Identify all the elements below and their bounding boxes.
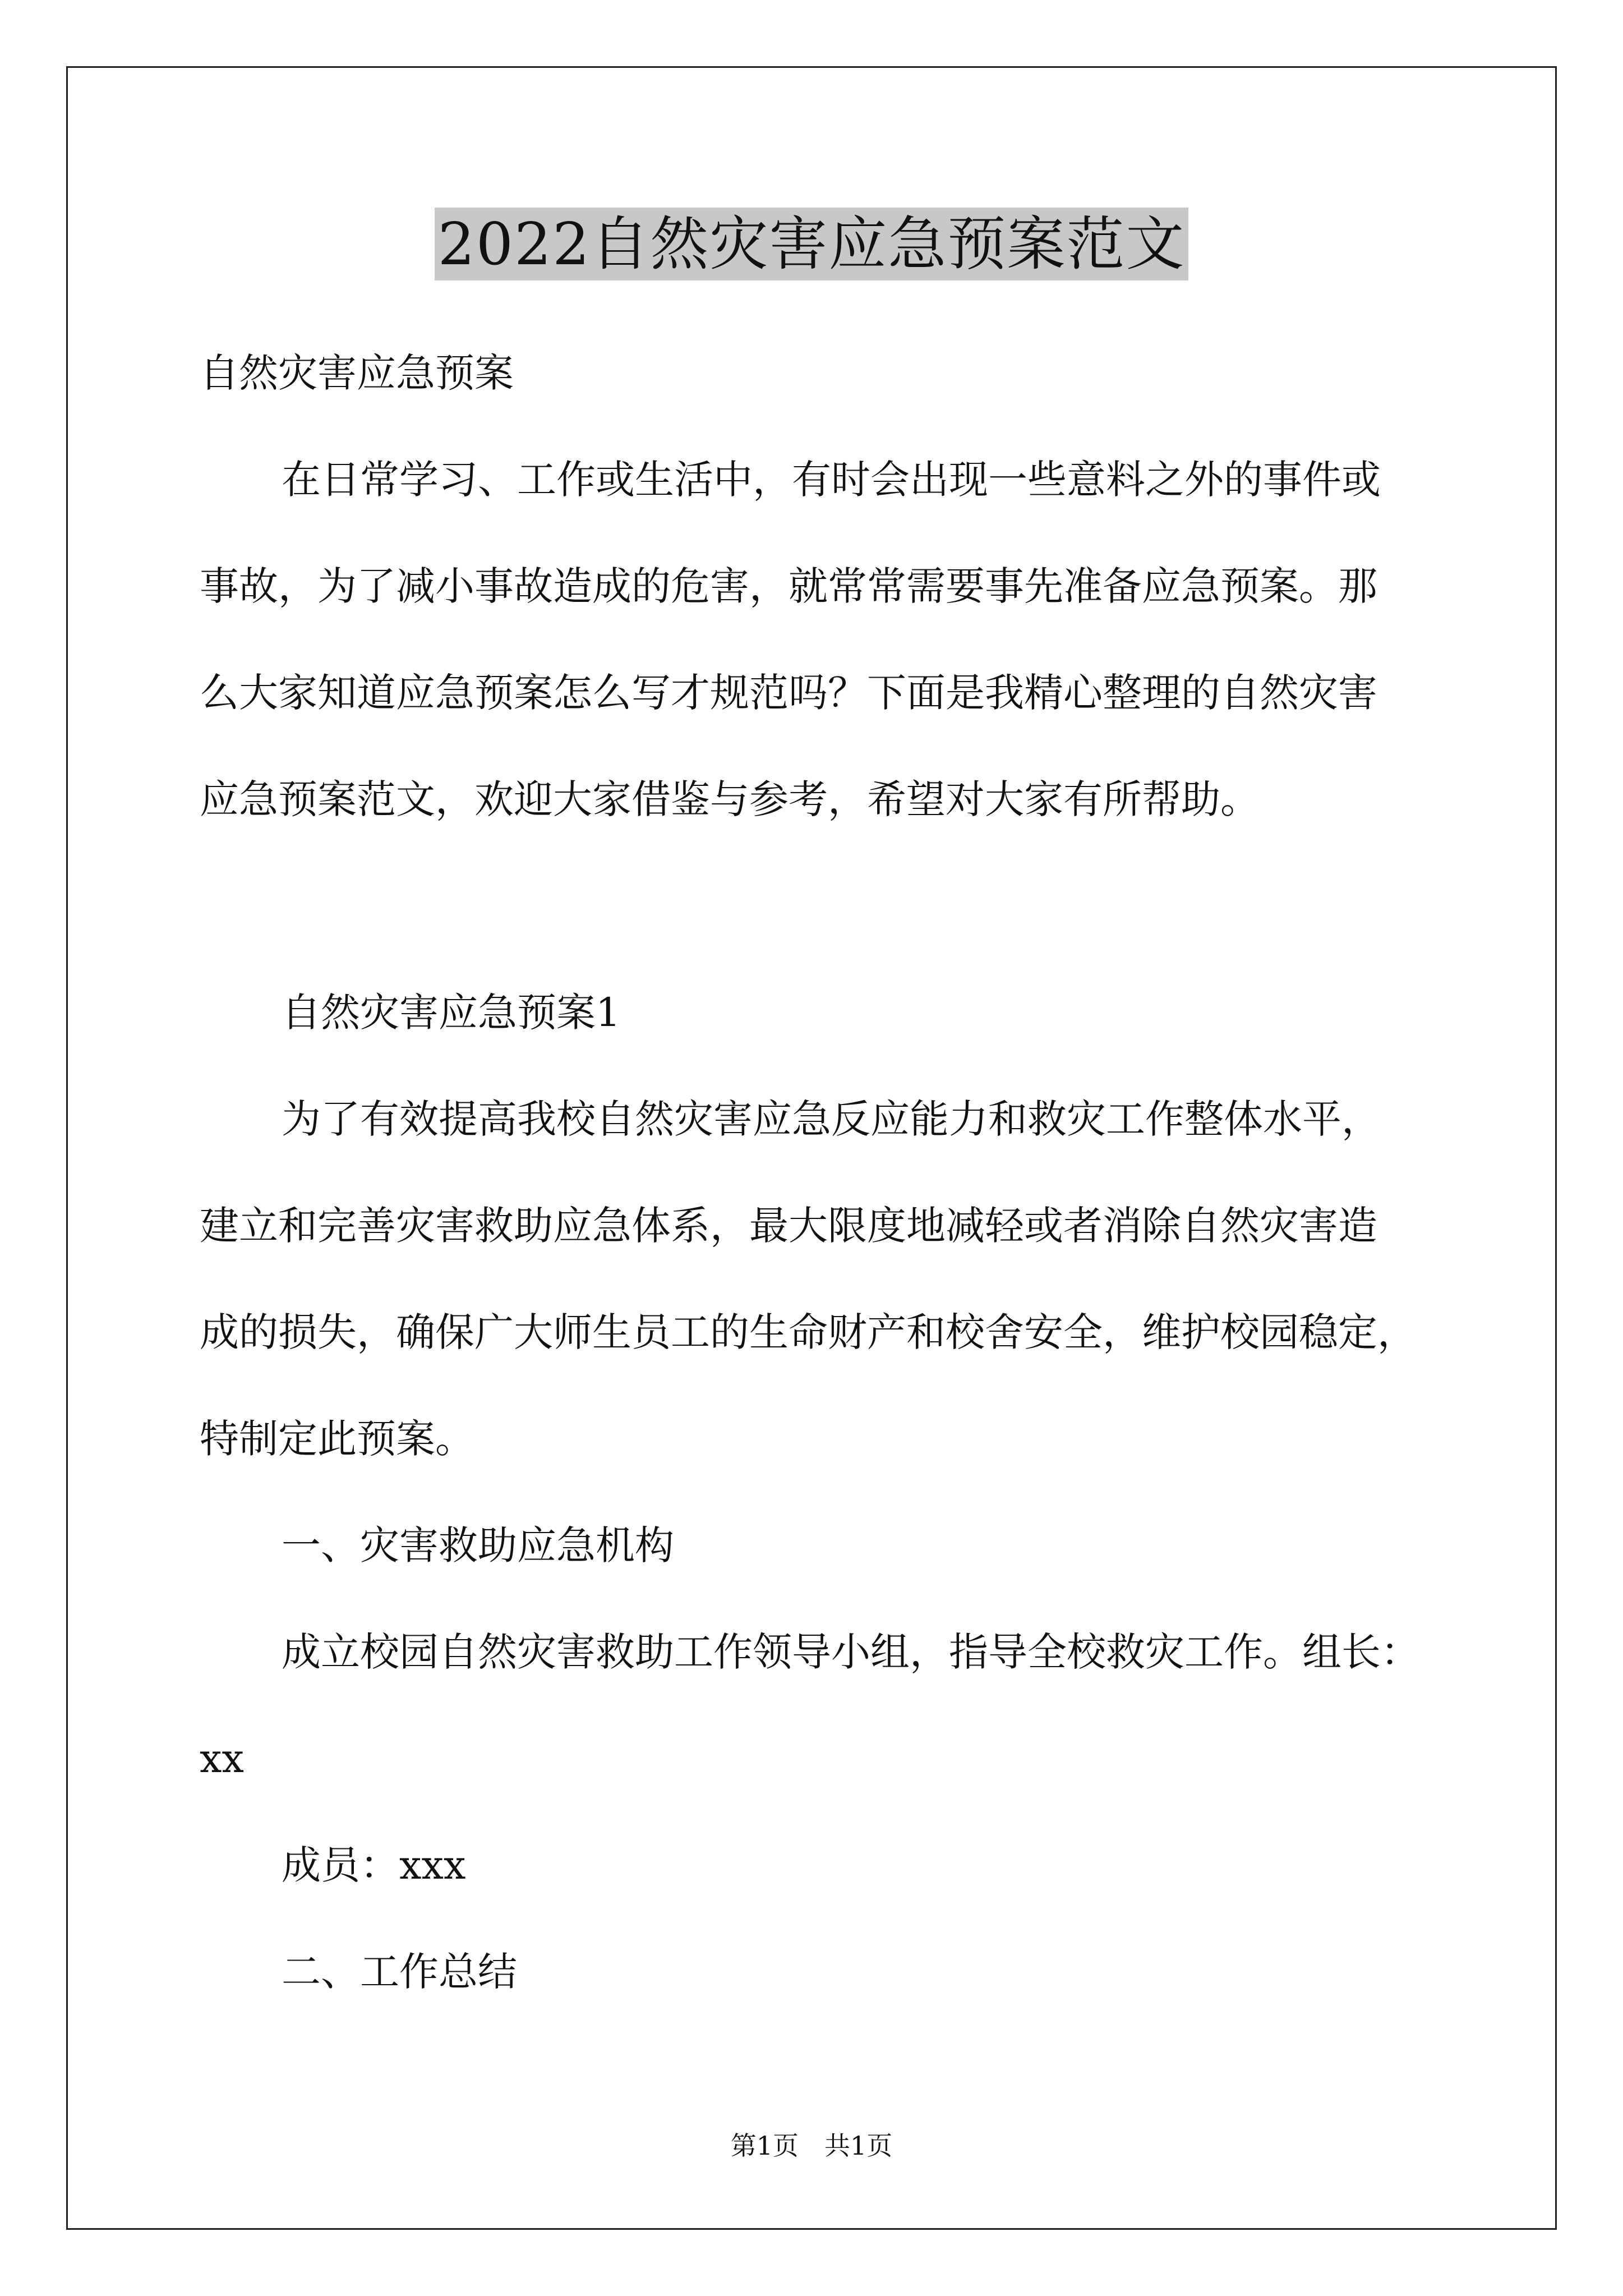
paragraph-line: 为了有效提高我校自然灾害应急反应能力和救灾工作整体水平， [282,1096,1381,1142]
subheading: 自然灾害应急预案 [200,350,514,396]
section-heading: 一、灾害救助应急机构 [282,1522,674,1568]
paragraph-line: 建立和完善灾害救助应急体系，最大限度地减轻或者消除自然灾害造 [200,1203,1377,1249]
document-body [200,320,1439,2025]
title-container [0,208,1623,280]
paragraph-line: 成员：xxx [282,1842,466,1888]
section-heading: 自然灾害应急预案1 [282,990,621,1036]
paragraph-line: 成的损失，确保广大师生员工的生命财产和校舍安全，维护校园稳定， [200,1309,1417,1355]
page-footer: 第1页 共1页 [730,2131,893,2161]
section-heading: 二、工作总结 [282,1949,517,1995]
paragraph-line: 特制定此预案。 [200,1416,474,1462]
paragraph-line: xx [200,1736,244,1782]
paragraph-line: 事故，为了减小事故造成的危害，就常常需要事先准备应急预案。那 [200,563,1377,609]
paragraph-line: 成立校园自然灾害救助工作领导小组，指导全校救灾工作。组长： [282,1629,1420,1675]
paragraph-line: 在日常学习、工作或生活中，有时会出现一些意料之外的事件或 [282,457,1381,503]
spacer [200,853,1439,959]
paragraph-line: 么大家知道应急预案怎么写才规范吗？下面是我精心整理的自然灾害 [200,670,1377,716]
paragraph-line: 应急预案范文，欢迎大家借鉴与参考，希望对大家有所帮助。 [200,776,1260,822]
document-title: 2022自然灾害应急预案范文 [435,208,1189,280]
